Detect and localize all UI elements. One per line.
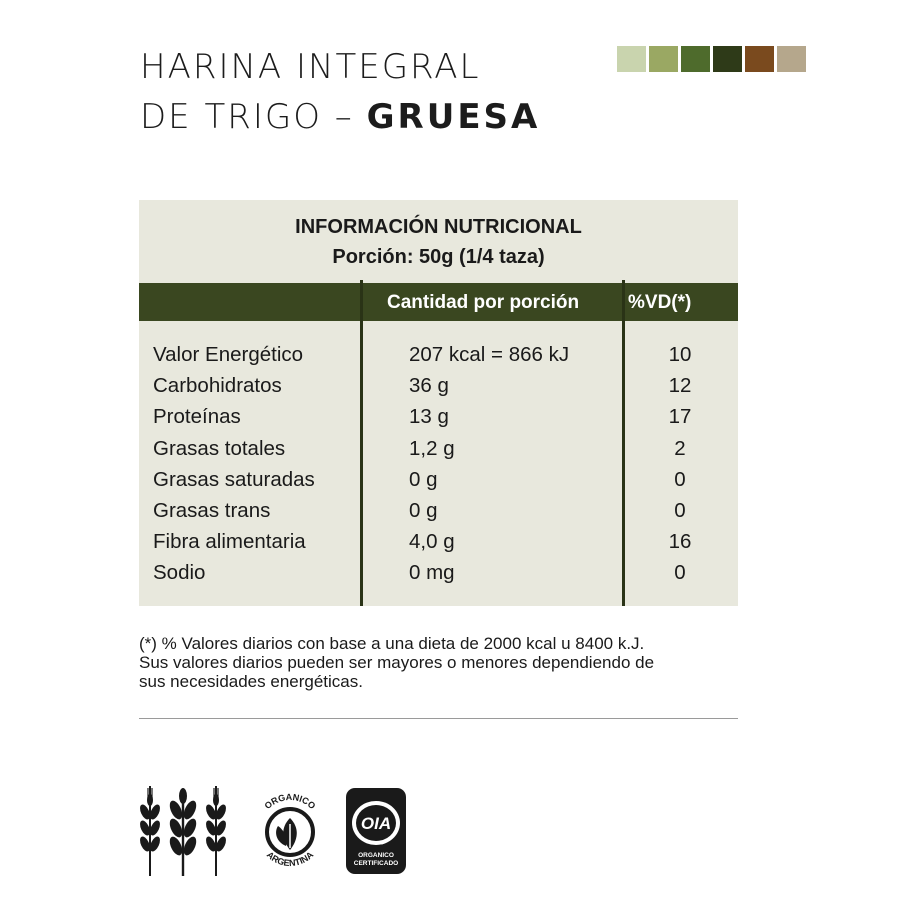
nutrient-name: Sodio: [153, 561, 206, 585]
nutrient-amount: 0 g: [409, 467, 438, 491]
nutrition-portion: Porción: 50g (1/4 taza): [332, 246, 545, 268]
nutrient-vd: 10: [668, 343, 692, 366]
col-amount-header: Cantidad por porción: [387, 292, 580, 313]
color-swatch: [681, 46, 710, 72]
nutrient-vd: 0: [674, 561, 686, 585]
color-swatch: [745, 46, 774, 72]
oia-mark: OIA: [360, 814, 392, 833]
organico-argentina-seal: [250, 782, 330, 878]
nutrient-amount: 4,0 g: [409, 530, 455, 554]
nutrient-amount: 36 g: [409, 374, 449, 398]
nutrient-name: Valor Energético: [153, 343, 304, 366]
wheat-icon: [136, 782, 230, 878]
nutrition-row: [139, 559, 738, 590]
nutrition-column-header: [139, 283, 738, 321]
footnote: [139, 634, 749, 691]
oia-line-2: CERTIFICADO: [353, 860, 399, 867]
seal-top-text: ORGANICO: [262, 791, 318, 812]
title-line-2: [140, 92, 540, 142]
nutrient-amount: 0 g: [409, 498, 438, 522]
seal-bottom-text: ARGENTINA: [264, 849, 316, 869]
title-line-1: HARINA INTEGRAL: [140, 47, 481, 87]
nutrient-vd: 16: [668, 530, 692, 554]
nutrition-row: [139, 372, 738, 403]
product-title: [140, 42, 540, 142]
nutrient-amount: 1,2 g: [409, 436, 455, 460]
color-swatch: [649, 46, 678, 72]
nutrient-name: Proteínas: [153, 405, 241, 429]
color-palette: [617, 46, 806, 72]
nutrient-amount: 0 mg: [409, 561, 455, 585]
color-swatch: [777, 46, 806, 72]
nutrient-vd: 0: [674, 498, 686, 522]
title-line-2-bold: GRUESA: [366, 97, 541, 137]
footnote-line: (*) % Valores diarios con base a una dieta de 2000 kcal u 8400 k.J.: [139, 634, 645, 653]
nutrient-name: Grasas totales: [153, 436, 286, 460]
color-swatch: [617, 46, 646, 72]
footnote-line: Sus valores diarios pueden ser mayores o menores dependiendo de: [139, 653, 655, 672]
nutrition-panel: [139, 200, 738, 606]
nutrient-name: Carbohidratos: [153, 374, 282, 398]
footnote-line: sus necesidades energéticas.: [139, 672, 363, 691]
nutrient-amount: 207 kcal = 866 kJ: [409, 343, 570, 366]
nutrient-name: Fibra alimentaria: [153, 530, 306, 554]
nutrition-header: [139, 200, 738, 272]
nutrient-name: Grasas saturadas: [153, 467, 315, 491]
nutrient-vd: 17: [668, 405, 692, 429]
nutrition-row: [139, 466, 738, 497]
col-vd-header: %VD(*): [628, 292, 692, 313]
oia-certified-logo: [345, 787, 407, 875]
nutrition-rows: [139, 341, 738, 591]
color-swatch: [713, 46, 742, 72]
nutrition-row: [139, 403, 738, 434]
oia-line-1: ORGANICO: [358, 852, 394, 859]
divider: [139, 718, 738, 719]
nutrient-vd: 0: [674, 467, 686, 491]
nutrition-heading: INFORMACIÓN NUTRICIONAL: [295, 216, 582, 238]
nutrient-vd: 2: [674, 436, 686, 460]
nutrient-vd: 12: [668, 374, 692, 398]
nutrient-name: Grasas trans: [153, 498, 271, 522]
nutrition-row: [139, 435, 738, 466]
nutrition-row: [139, 497, 738, 528]
nutrition-row: [139, 528, 738, 559]
nutrition-row: [139, 341, 738, 372]
nutrient-amount: 13 g: [409, 405, 449, 429]
svg-text:ARGENTINA: [265, 849, 316, 868]
title-line-2-prefix: DE TRIGO –: [140, 97, 367, 137]
